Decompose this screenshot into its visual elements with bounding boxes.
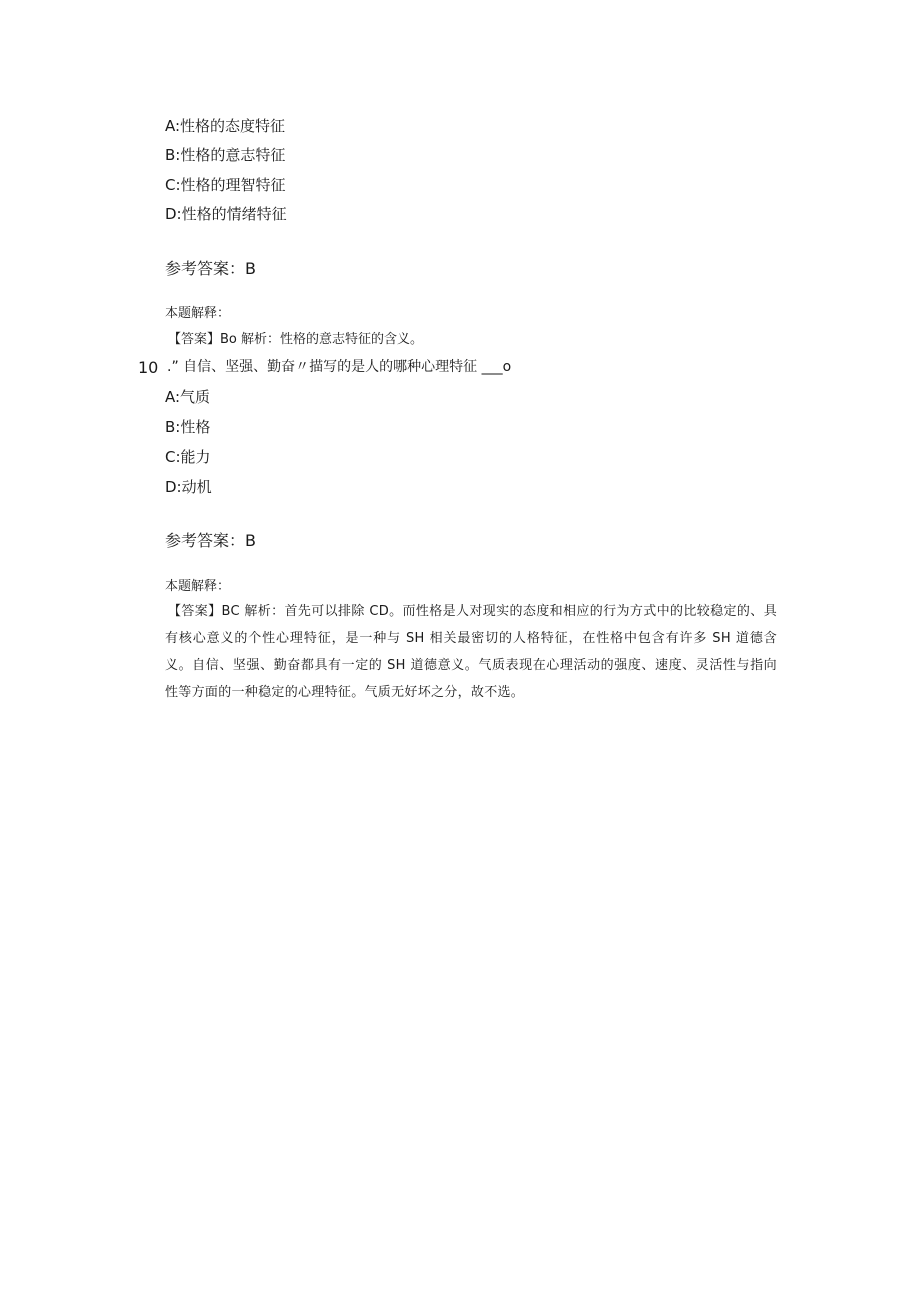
explanation-label: 本题解释： (165, 579, 231, 594)
explanation-text: 【答案】Bo 解析：性格的意志特征的含义。 (168, 332, 424, 347)
option-d: D:性格的情绪特征 (165, 205, 287, 223)
option-a: A:性格的态度特征 (165, 117, 286, 135)
option-b: B:性格 (165, 418, 211, 436)
question-text: .” 自信、坚强、勤奋〃描写的是人的哪种心理特征 ___o (167, 359, 512, 375)
question-number: 10 (138, 358, 159, 377)
option-c: C:能力 (165, 448, 211, 466)
explanation-paragraph: 【答案】BC 解析：首先可以排除 CD。而性格是人对现实的态度和相应的行为方式中的比较稳定的、具有核心意义的个性心理特征，是一种与 SH 相关最密切的人格特征，在性格中包含有许多 SH 道德含义。自信、坚强、勤奋都具有一定的 SH 道德意义。气质表现在心理活动的强度、速度、灵活性与指向性等方面的一种稳定的心理特征。气质无好坏之分，故不选。 (165, 604, 777, 700)
option-b: B:性格的意志特征 (165, 146, 286, 164)
reference-answer: 参考答案：B (165, 259, 256, 278)
reference-answer: 参考答案：B (165, 531, 256, 550)
option-d: D:动机 (165, 478, 212, 496)
option-c: C:性格的理智特征 (165, 176, 286, 194)
option-a: A:气质 (165, 388, 211, 406)
explanation-label: 本题解释： (165, 306, 231, 321)
